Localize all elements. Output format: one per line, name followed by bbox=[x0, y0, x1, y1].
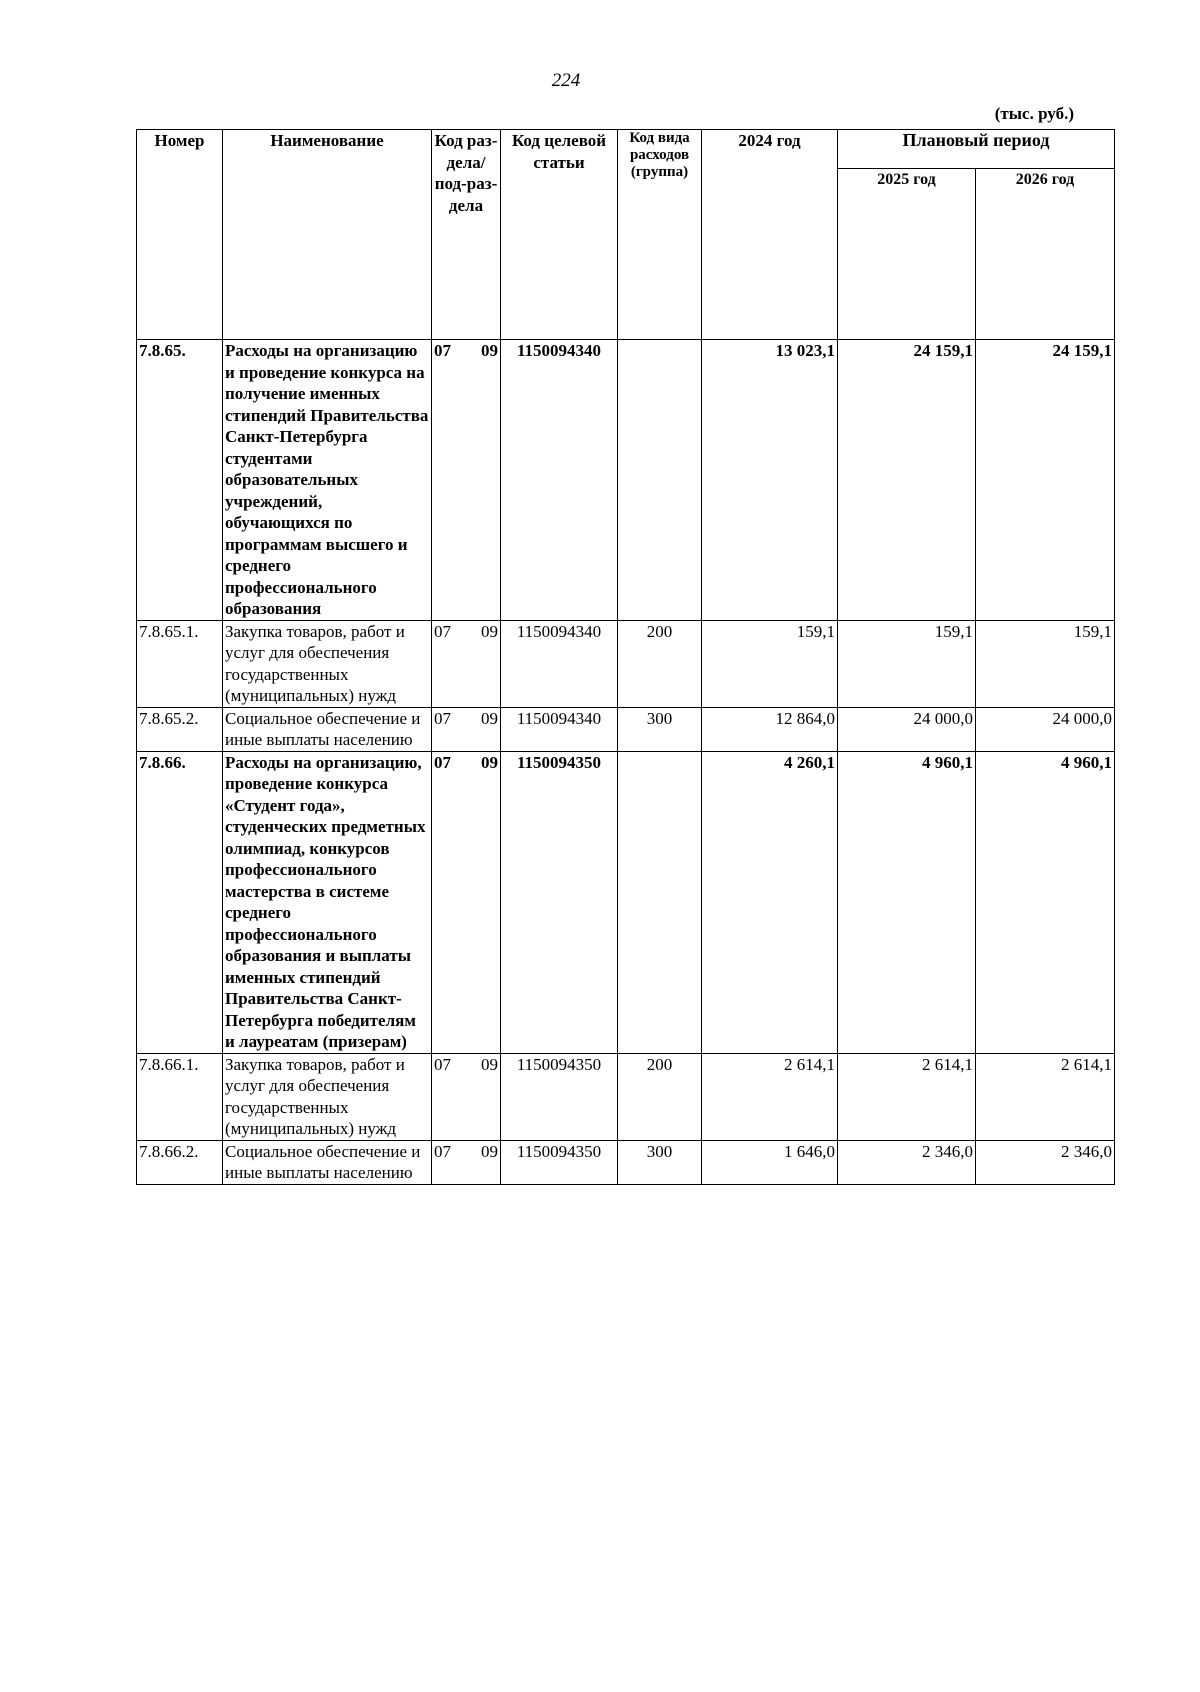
cell-amount-2025: 4 960,1 bbox=[838, 751, 976, 1053]
cell-name: Закупка товаров, работ и услуг для обеспечения государственных (муниципальных) нужд bbox=[223, 620, 432, 707]
header-name: Наименование bbox=[223, 130, 432, 340]
budget-table bbox=[136, 129, 1115, 1185]
cell-target-code: 1150094350 bbox=[501, 1053, 618, 1140]
cell-amount-2024: 2 614,1 bbox=[702, 1053, 838, 1140]
subsection-code: 09 bbox=[481, 341, 498, 360]
cell-name: Закупка товаров, работ и услуг для обеспечения государственных (муниципальных) нужд bbox=[223, 1053, 432, 1140]
cell-amount-2024: 159,1 bbox=[702, 620, 838, 707]
header-section-code: Код раз-дела/ под-раз-дела bbox=[432, 130, 501, 340]
cell-target-code: 1150094350 bbox=[501, 751, 618, 1053]
cell-amount-2026: 2 614,1 bbox=[976, 1053, 1115, 1140]
header-target-code: Код целевой статьи bbox=[501, 130, 618, 340]
cell-section-code bbox=[432, 340, 501, 621]
cell-name: Социальное обеспечение и иные выплаты населению bbox=[223, 1140, 432, 1184]
section-code: 07 bbox=[434, 621, 451, 641]
cell-amount-2024: 4 260,1 bbox=[702, 751, 838, 1053]
cell-amount-2026: 24 000,0 bbox=[976, 707, 1115, 751]
cell-expense-kind: 200 bbox=[618, 620, 702, 707]
header-year-2025: 2025 год bbox=[838, 169, 976, 340]
cell-section-code bbox=[432, 1140, 501, 1184]
cell-name: Расходы на организацию и проведение конкурса на получение именных стипендий Правительства Санкт-Петербурга студентами образовательных учреждений, обучающихся по программам высшего и среднего профессионального образования bbox=[223, 340, 432, 621]
cell-number: 7.8.66.1. bbox=[137, 1053, 223, 1140]
header-expense-kind: Код вида расходов (группа) bbox=[618, 130, 702, 340]
header-year-2026: 2026 год bbox=[976, 169, 1115, 340]
cell-expense-kind: 300 bbox=[618, 1140, 702, 1184]
cell-expense-kind bbox=[618, 340, 702, 621]
header-planned-period: Плановый период bbox=[838, 130, 1115, 169]
table-row bbox=[137, 620, 1115, 707]
section-code: 07 bbox=[434, 1054, 451, 1074]
cell-amount-2025: 159,1 bbox=[838, 620, 976, 707]
table-row bbox=[137, 707, 1115, 751]
cell-target-code: 1150094340 bbox=[501, 620, 618, 707]
cell-number: 7.8.66.2. bbox=[137, 1140, 223, 1184]
cell-amount-2025: 2 346,0 bbox=[838, 1140, 976, 1184]
units-label: (тыс. руб.) bbox=[994, 104, 1074, 123]
cell-amount-2024: 13 023,1 bbox=[702, 340, 838, 621]
cell-amount-2026: 24 159,1 bbox=[976, 340, 1115, 621]
table-row bbox=[137, 1053, 1115, 1140]
cell-target-code: 1150094340 bbox=[501, 340, 618, 621]
subsection-code: 09 bbox=[481, 1054, 498, 1074]
cell-name: Расходы на организацию, проведение конкурса «Студент года», студенческих предметных олимпиад, конкурсов профессионального мастерства в системе среднего профессионального образования и выплаты именных стипендий Правительства Санкт-Петербурга победителям и лауреатам (призерам) bbox=[223, 751, 432, 1053]
cell-expense-kind bbox=[618, 751, 702, 1053]
cell-section-code bbox=[432, 620, 501, 707]
cell-number: 7.8.65.2. bbox=[137, 707, 223, 751]
cell-amount-2026: 2 346,0 bbox=[976, 1140, 1115, 1184]
cell-target-code: 1150094350 bbox=[501, 1140, 618, 1184]
cell-name: Социальное обеспечение и иные выплаты населению bbox=[223, 707, 432, 751]
table-row bbox=[137, 340, 1115, 621]
cell-section-code bbox=[432, 707, 501, 751]
page-number: 224 bbox=[551, 70, 581, 91]
cell-expense-kind: 200 bbox=[618, 1053, 702, 1140]
cell-amount-2024: 12 864,0 bbox=[702, 707, 838, 751]
cell-number: 7.8.65. bbox=[137, 340, 223, 621]
cell-amount-2026: 159,1 bbox=[976, 620, 1115, 707]
cell-expense-kind: 300 bbox=[618, 707, 702, 751]
table-row bbox=[137, 751, 1115, 1053]
subsection-code: 09 bbox=[481, 621, 498, 641]
subsection-code: 09 bbox=[481, 752, 498, 772]
cell-amount-2025: 24 159,1 bbox=[838, 340, 976, 621]
table-body bbox=[137, 340, 1115, 1185]
cell-target-code: 1150094340 bbox=[501, 707, 618, 751]
cell-section-code bbox=[432, 751, 501, 1053]
subsection-code: 09 bbox=[481, 1141, 498, 1161]
table-header bbox=[137, 130, 1115, 340]
section-code: 07 bbox=[434, 752, 451, 772]
header-year-2024: 2024 год bbox=[702, 130, 838, 340]
header-number: Номер bbox=[137, 130, 223, 340]
cell-section-code bbox=[432, 1053, 501, 1140]
section-code: 07 bbox=[434, 341, 451, 360]
cell-number: 7.8.65.1. bbox=[137, 620, 223, 707]
cell-amount-2026: 4 960,1 bbox=[976, 751, 1115, 1053]
cell-number: 7.8.66. bbox=[137, 751, 223, 1053]
subsection-code: 09 bbox=[481, 708, 498, 728]
table-row bbox=[137, 1140, 1115, 1184]
section-code: 07 bbox=[434, 708, 451, 728]
section-code: 07 bbox=[434, 1141, 451, 1161]
cell-amount-2025: 24 000,0 bbox=[838, 707, 976, 751]
cell-amount-2024: 1 646,0 bbox=[702, 1140, 838, 1184]
cell-amount-2025: 2 614,1 bbox=[838, 1053, 976, 1140]
